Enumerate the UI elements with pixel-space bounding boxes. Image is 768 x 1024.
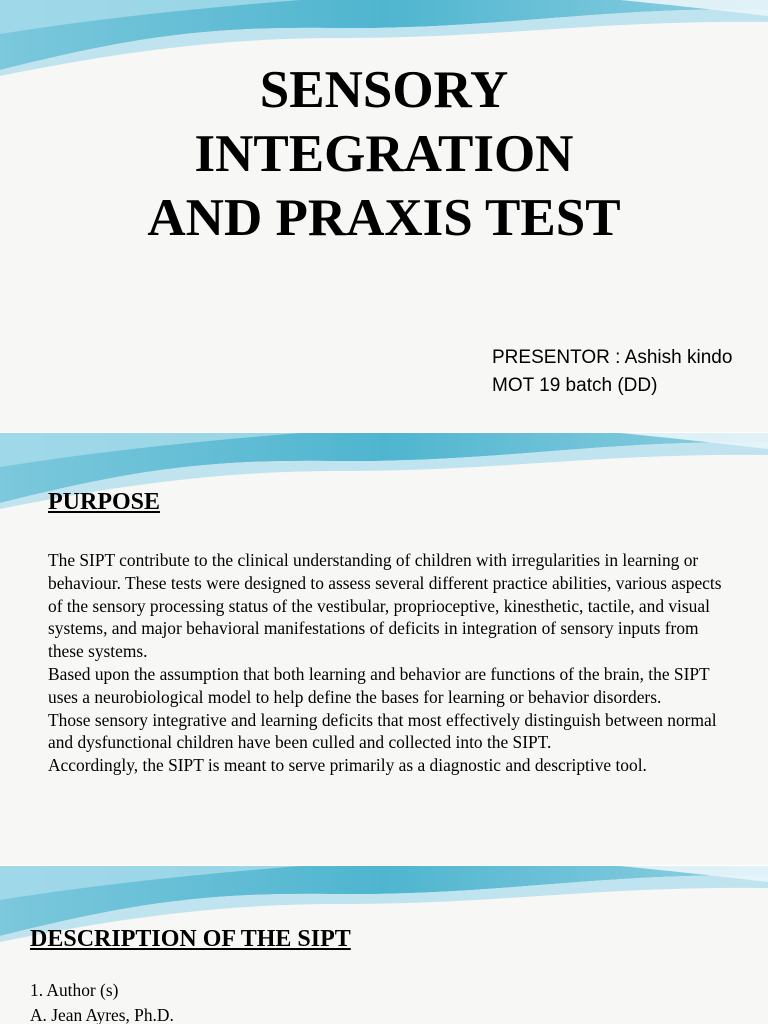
section-heading-purpose: PURPOSE bbox=[48, 489, 161, 515]
presenter-batch: MOT 19 batch (DD) bbox=[492, 375, 658, 396]
list-item: 1. Author (s) bbox=[30, 980, 119, 1000]
paragraph: The SIPT contribute to the clinical understanding of children with irregularities in learning or behaviour. These tests were designed to assess several different practice abilities, various aspects of the sensory processing status of the vestibular, proprioceptive, kinesthetic, tactile, and visual systems, and major behavioral manifestations of deficits in integration of sensory inputs from these systems. bbox=[48, 550, 722, 662]
slide-title bbox=[0, 0, 768, 432]
purpose-body bbox=[48, 549, 738, 777]
presenter-name: PRESENTOR : Ashish kindo bbox=[492, 347, 733, 368]
slide-description bbox=[0, 866, 768, 1024]
title-line: INTEGRATION bbox=[194, 125, 574, 183]
paragraph: Based upon the assumption that both learning and behavior are functions of the brain, the SIPT uses a neurobiological model to help define the bases for learning or behavior disorders. bbox=[48, 663, 710, 707]
description-body bbox=[30, 978, 174, 1024]
title-line: SENSORY bbox=[259, 61, 509, 119]
presentation-title bbox=[0, 58, 768, 250]
list-item: A. Jean Ayres, Ph.D. bbox=[30, 1005, 174, 1024]
section-heading-description: DESCRIPTION OF THE SIPT bbox=[30, 926, 351, 952]
title-line: AND PRAXIS TEST bbox=[147, 189, 621, 247]
paragraph: Those sensory integrative and learning deficits that most effectively distinguish between normal and dysfunctional children have been culled and collected into the SIPT. bbox=[48, 709, 717, 753]
paragraph: Accordingly, the SIPT is meant to serve primarily as a diagnostic and descriptive tool. bbox=[48, 755, 647, 776]
presenter-info bbox=[492, 344, 732, 400]
slide-purpose bbox=[0, 433, 768, 865]
